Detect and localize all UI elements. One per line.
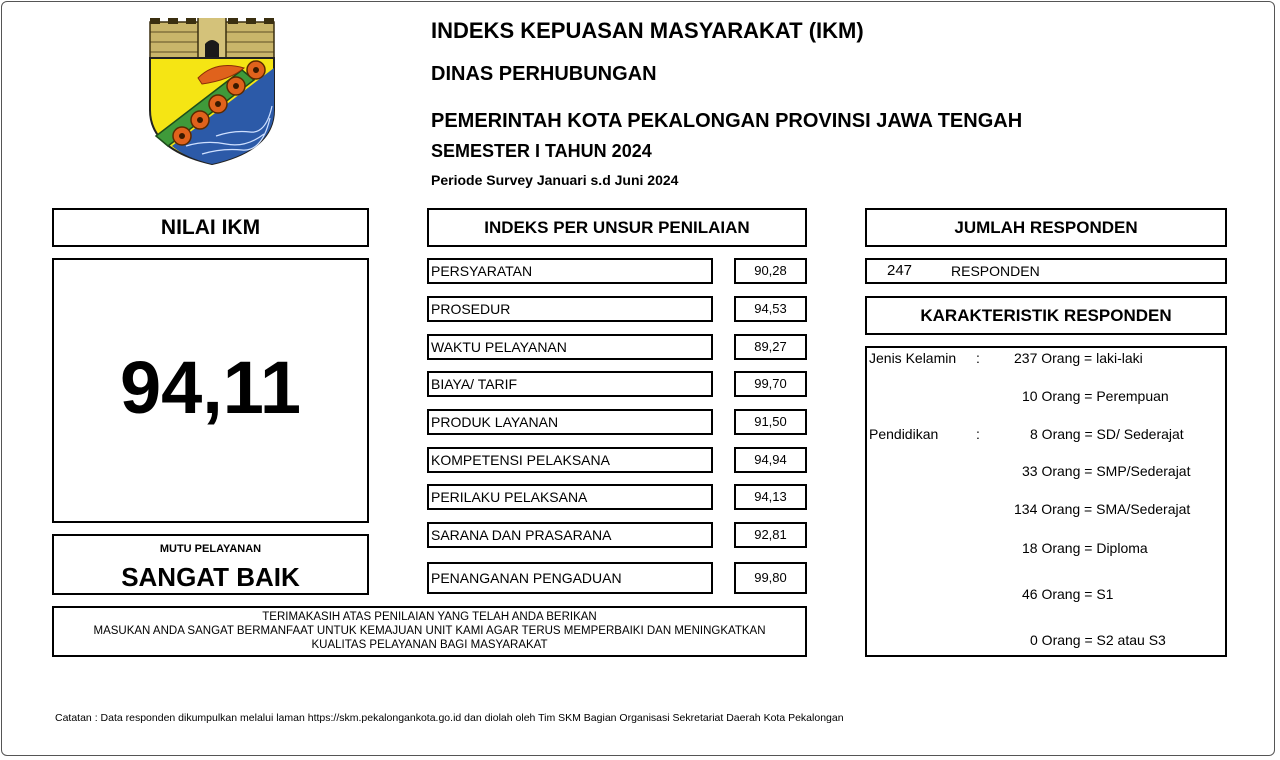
characteristics-heading: KARAKTERISTIK RESPONDEN: [920, 305, 1172, 325]
ikm-heading-box: [52, 208, 369, 247]
indices-heading: INDEKS PER UNSUR PENILAIAN: [484, 217, 750, 237]
index-value-kompetensi-pelaksana: 94,94: [734, 447, 807, 473]
education-s2-s3: 0 Orang = S2 atau S3: [1030, 632, 1166, 648]
city-emblem: [146, 18, 278, 166]
index-label-prosedur: PROSEDUR: [427, 296, 713, 322]
thanks-line-2: MASUKAN ANDA SANGAT BERMANFAAT UNTUK KEMAJUAN UNIT KAMI AGAR TERUS MEMPERBAIKI DAN MENINGKATKAN: [93, 625, 766, 637]
castle-icon: [150, 18, 274, 58]
gender-male: 237 Orang = laki-laki: [1014, 350, 1143, 366]
index-label-biaya-tarif: BIAYA/ TARIF: [427, 371, 713, 397]
index-value-sarana-prasarana: 92,81: [734, 522, 807, 548]
education-smp: 33 Orang = SMP/Sederajat: [1022, 463, 1191, 479]
thanks-box: [52, 606, 807, 657]
ikm-value-box: [52, 258, 369, 523]
index-label-sarana-prasarana: SARANA DAN PRASARANA: [427, 522, 713, 548]
footnote: Catatan : Data responden dikumpulkan melalui laman https://skm.pekalongankota.go.id dan diolah oleh Tim SKM Bagian Organisasi Sekretariat Daerah Kota Pekalongan: [55, 712, 844, 724]
gender-female: 10 Orang = Perempuan: [1022, 388, 1169, 404]
index-label-penanganan-pengaduan: PENANGANAN PENGADUAN: [427, 562, 713, 594]
index-value-waktu-pelayanan: 89,27: [734, 334, 807, 360]
agency-name: DINAS PERHUBUNGAN: [431, 63, 657, 85]
index-label-kompetensi-pelaksana: KOMPETENSI PELAKSANA: [427, 447, 713, 473]
page-title: INDEKS KEPUASAN MASYARAKAT (IKM): [431, 18, 864, 43]
index-value-penanganan-pengaduan: 99,80: [734, 562, 807, 594]
index-value-produk-layanan: 91,50: [734, 409, 807, 435]
education-sma: 134 Orang = SMA/Sederajat: [1014, 501, 1191, 517]
semester-label: SEMESTER I TAHUN 2024: [431, 141, 652, 161]
respondents-count: 247: [887, 262, 913, 279]
survey-period: Periode Survey Januari s.d Juni 2024: [431, 172, 679, 188]
index-label-perilaku-pelaksana: PERILAKU PELAKSANA: [427, 484, 713, 510]
index-value-persyaratan: 90,28: [734, 258, 807, 284]
index-label-persyaratan: PERSYARATAN: [427, 258, 713, 284]
ikm-heading: NILAI IKM: [160, 215, 261, 239]
index-value-perilaku-pelaksana: 94,13: [734, 484, 807, 510]
education-sd: 8 Orang = SD/ Sederajat: [1030, 426, 1184, 442]
respondents-unit: RESPONDEN: [951, 263, 1040, 279]
respondents-count-box: [865, 258, 1227, 284]
index-value-biaya-tarif: 99,70: [734, 371, 807, 397]
gender-label: Jenis Kelamin: [869, 350, 957, 366]
index-label-waktu-pelayanan: WAKTU PELAYANAN: [427, 334, 713, 360]
respondents-heading: JUMLAH RESPONDEN: [954, 217, 1138, 237]
gender-colon: :: [976, 350, 980, 366]
quality-value: SANGAT BAIK: [121, 562, 300, 592]
characteristics-heading-box: [865, 296, 1227, 335]
thanks-line-3: KUALITAS PELAYANAN BAGI MASYARAKAT: [311, 639, 548, 651]
index-value-prosedur: 94,53: [734, 296, 807, 322]
education-s1: 46 Orang = S1: [1022, 586, 1114, 602]
quality-label: MUTU PELAYANAN: [159, 543, 262, 555]
quality-box: [52, 534, 369, 595]
ikm-score: 94,11: [119, 346, 302, 429]
respondents-heading-box: [865, 208, 1227, 247]
government-name: PEMERINTAH KOTA PEKALONGAN PROVINSI JAWA TENGAH: [431, 110, 1023, 132]
education-label: Pendidikan: [869, 426, 939, 442]
education-diploma: 18 Orang = Diploma: [1022, 540, 1148, 556]
index-label-produk-layanan: PRODUK LAYANAN: [427, 409, 713, 435]
thanks-line-1: TERIMAKASIH ATAS PENILAIAN YANG TELAH ANDA BERIKAN: [262, 611, 597, 623]
indices-heading-box: [427, 208, 807, 247]
education-colon: :: [976, 426, 980, 442]
